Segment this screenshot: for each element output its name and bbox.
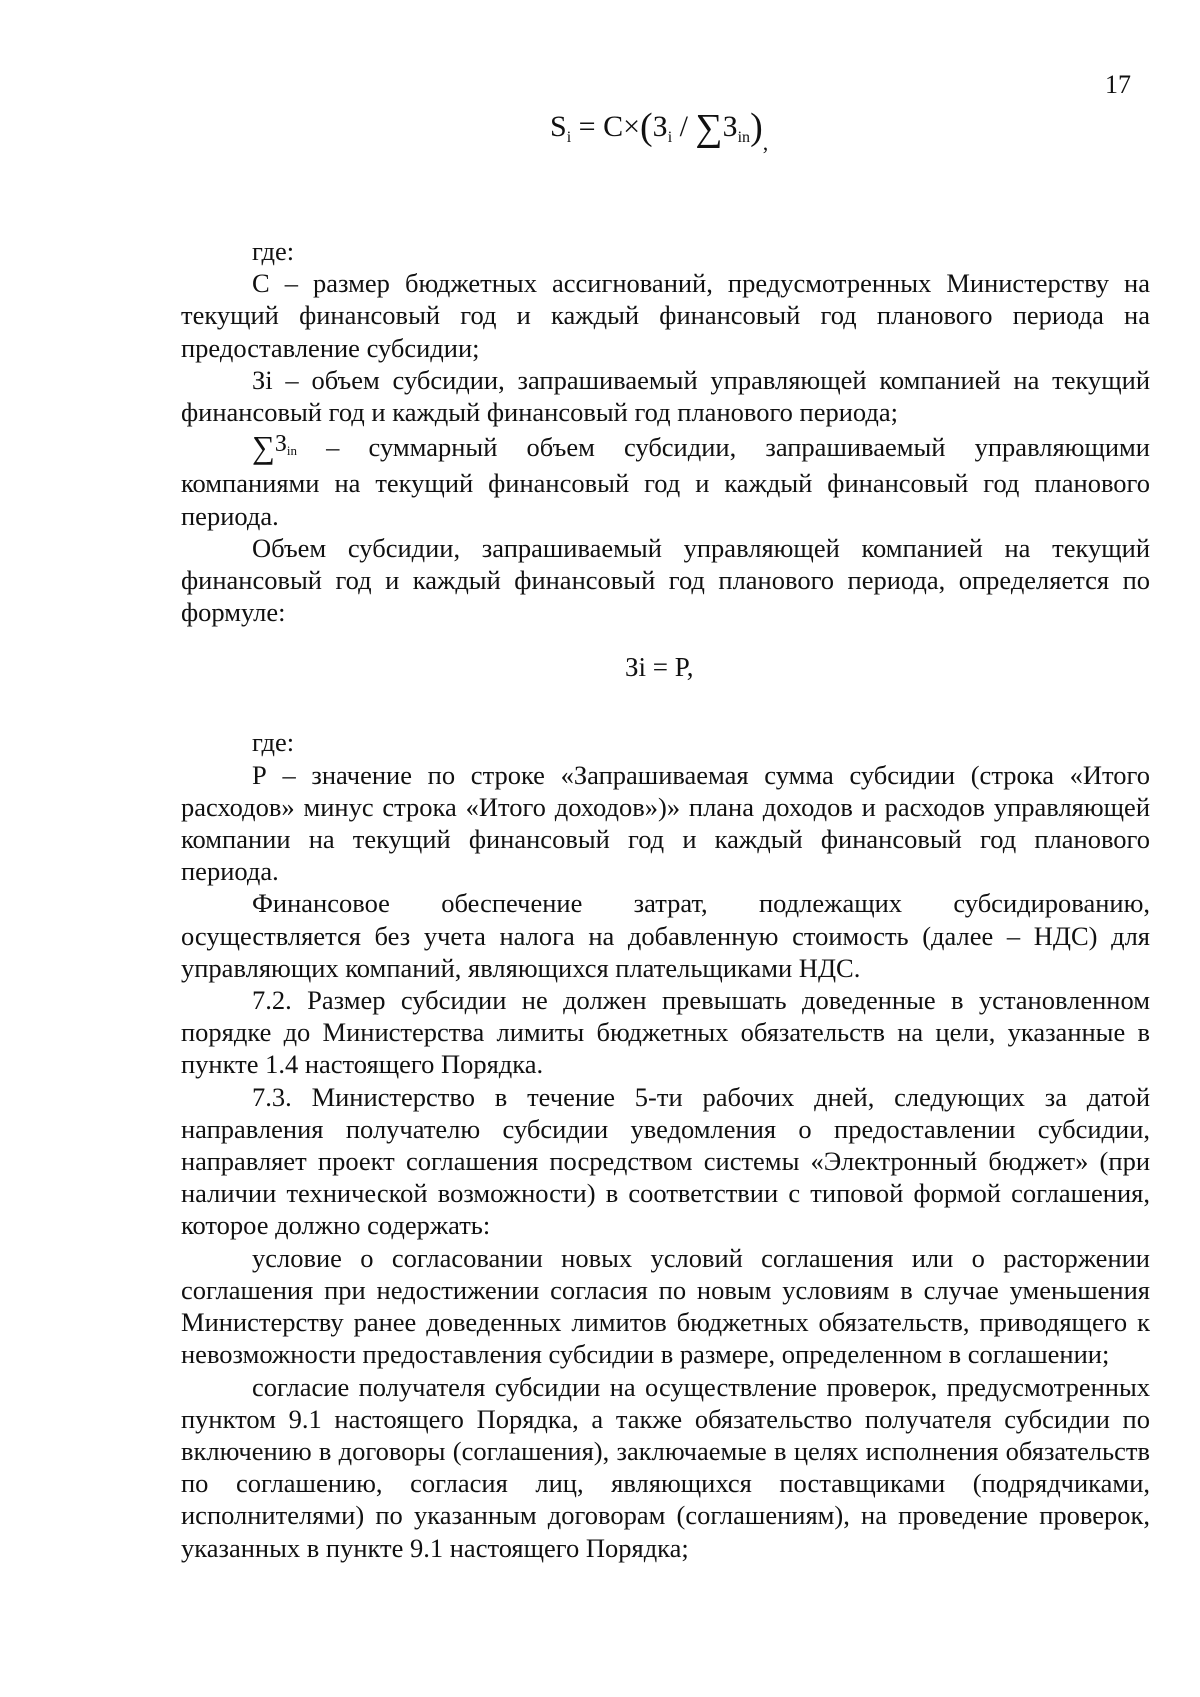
inline-sum-var: З [274, 431, 287, 458]
formula-open-paren: ( [640, 106, 653, 148]
formula-comma: , [762, 130, 769, 155]
page-number: 17 [1105, 70, 1131, 99]
paragraph-consent: согласие получателя субсидии на осуществление проверок, предусмотренных пунктом 9.1 настоящего Порядка, а также обязательство получателя субсидии по включению в договоры (соглашения), заключаемые в целях исполнения обязательств по соглашению, согласия лиц, являющихся поставщиками (подрядчиками, исполнителями) по указанным договорам (соглашениям), на проведение проверок, указанных в пункте 9.1 настоящего Порядка; [181, 1371, 1150, 1563]
formula-z2-subscript: in [737, 129, 751, 146]
paragraph-condition: условие о согласовании новых условий соглашения или о расторжении соглашения при недостижении согласия по новым условиям в случае уменьшения Министерству ранее доведенных лимитов бюджетных обязательств, приводящего к невозможности предоставления субсидии в размере, определенном в соглашении; [181, 1242, 1150, 1370]
where-label-1: где: [252, 236, 295, 266]
formula-divide: / [679, 110, 688, 143]
paragraph-7-3: 7.3. Министерство в течение 5-ти рабочих дней, следующих за датой направления получателю субсидии уведомления о предоставлении субсидии, направляет проект соглашения посредством системы «Электронный бюджет» (при наличии технической возможности) в соответствии с типовой формой соглашения, которое должно содержать: [181, 1081, 1150, 1241]
formula-close-paren: ) [750, 106, 763, 148]
definition-p: Р – значение по строке «Запрашиваемая сумма субсидии (строка «Итого расходов» минус строка «Итого доходов»)» плана доходов и расходов управляющей компании на текущий финансовый год и каждый финансовый год планового периода. [181, 759, 1150, 887]
formula-equals: = [578, 110, 596, 143]
paragraph-volume: Объем субсидии, запрашиваемый управляющей компанией на текущий финансовый год и каждый финансовый год планового периода, определяется по формуле: [181, 532, 1150, 628]
formula-z2: З [722, 110, 738, 143]
document-body [181, 235, 1150, 1564]
formula-c: C [603, 110, 624, 143]
formula-times: × [623, 110, 640, 143]
definition-sum [181, 428, 1150, 532]
sum-symbol: ∑ [695, 107, 723, 149]
inline-sum-symbol: ∑ [252, 429, 275, 466]
paragraph-7-2: 7.2. Размер субсидии не должен превышать доведенные в установленном порядке до Министерства лимиты бюджетных обязательств на цели, указанные в пункте 1.4 настоящего Порядка. [181, 985, 1150, 1080]
formula-z: З [652, 110, 668, 143]
definition-zi: Зi – объем субсидии, запрашиваемый управляющей компанией на текущий финансовый год и каждый финансовый год планового периода; [181, 364, 1150, 428]
definition-sum-text: – суммарный объем субсидии, запрашиваемый управляющими компаниями на текущий финансовый год и каждый финансовый год планового периода. [181, 432, 1150, 531]
formula-lhs: S [550, 110, 567, 143]
formula-lhs-subscript: i [566, 129, 572, 146]
volume-formula: Зi = P, [625, 652, 694, 682]
paragraph-vat: Финансовое обеспечение затрат, подлежащих субсидированию, осуществляется без учета налога на добавленную стоимость (далее – НДС) для управляющих компаний, являющихся плательщиками НДС. [181, 888, 1150, 983]
definition-c: С – размер бюджетных ассигнований, предусмотренных Министерству на текущий финансовый год и каждый финансовый год планового периода на предоставление субсидии; [181, 268, 1150, 363]
inline-sum-subscript: in [286, 443, 297, 459]
formula-z-subscript: i [667, 129, 673, 146]
subsidy-share-formula [550, 108, 768, 154]
where-label-2: где: [252, 727, 295, 758]
